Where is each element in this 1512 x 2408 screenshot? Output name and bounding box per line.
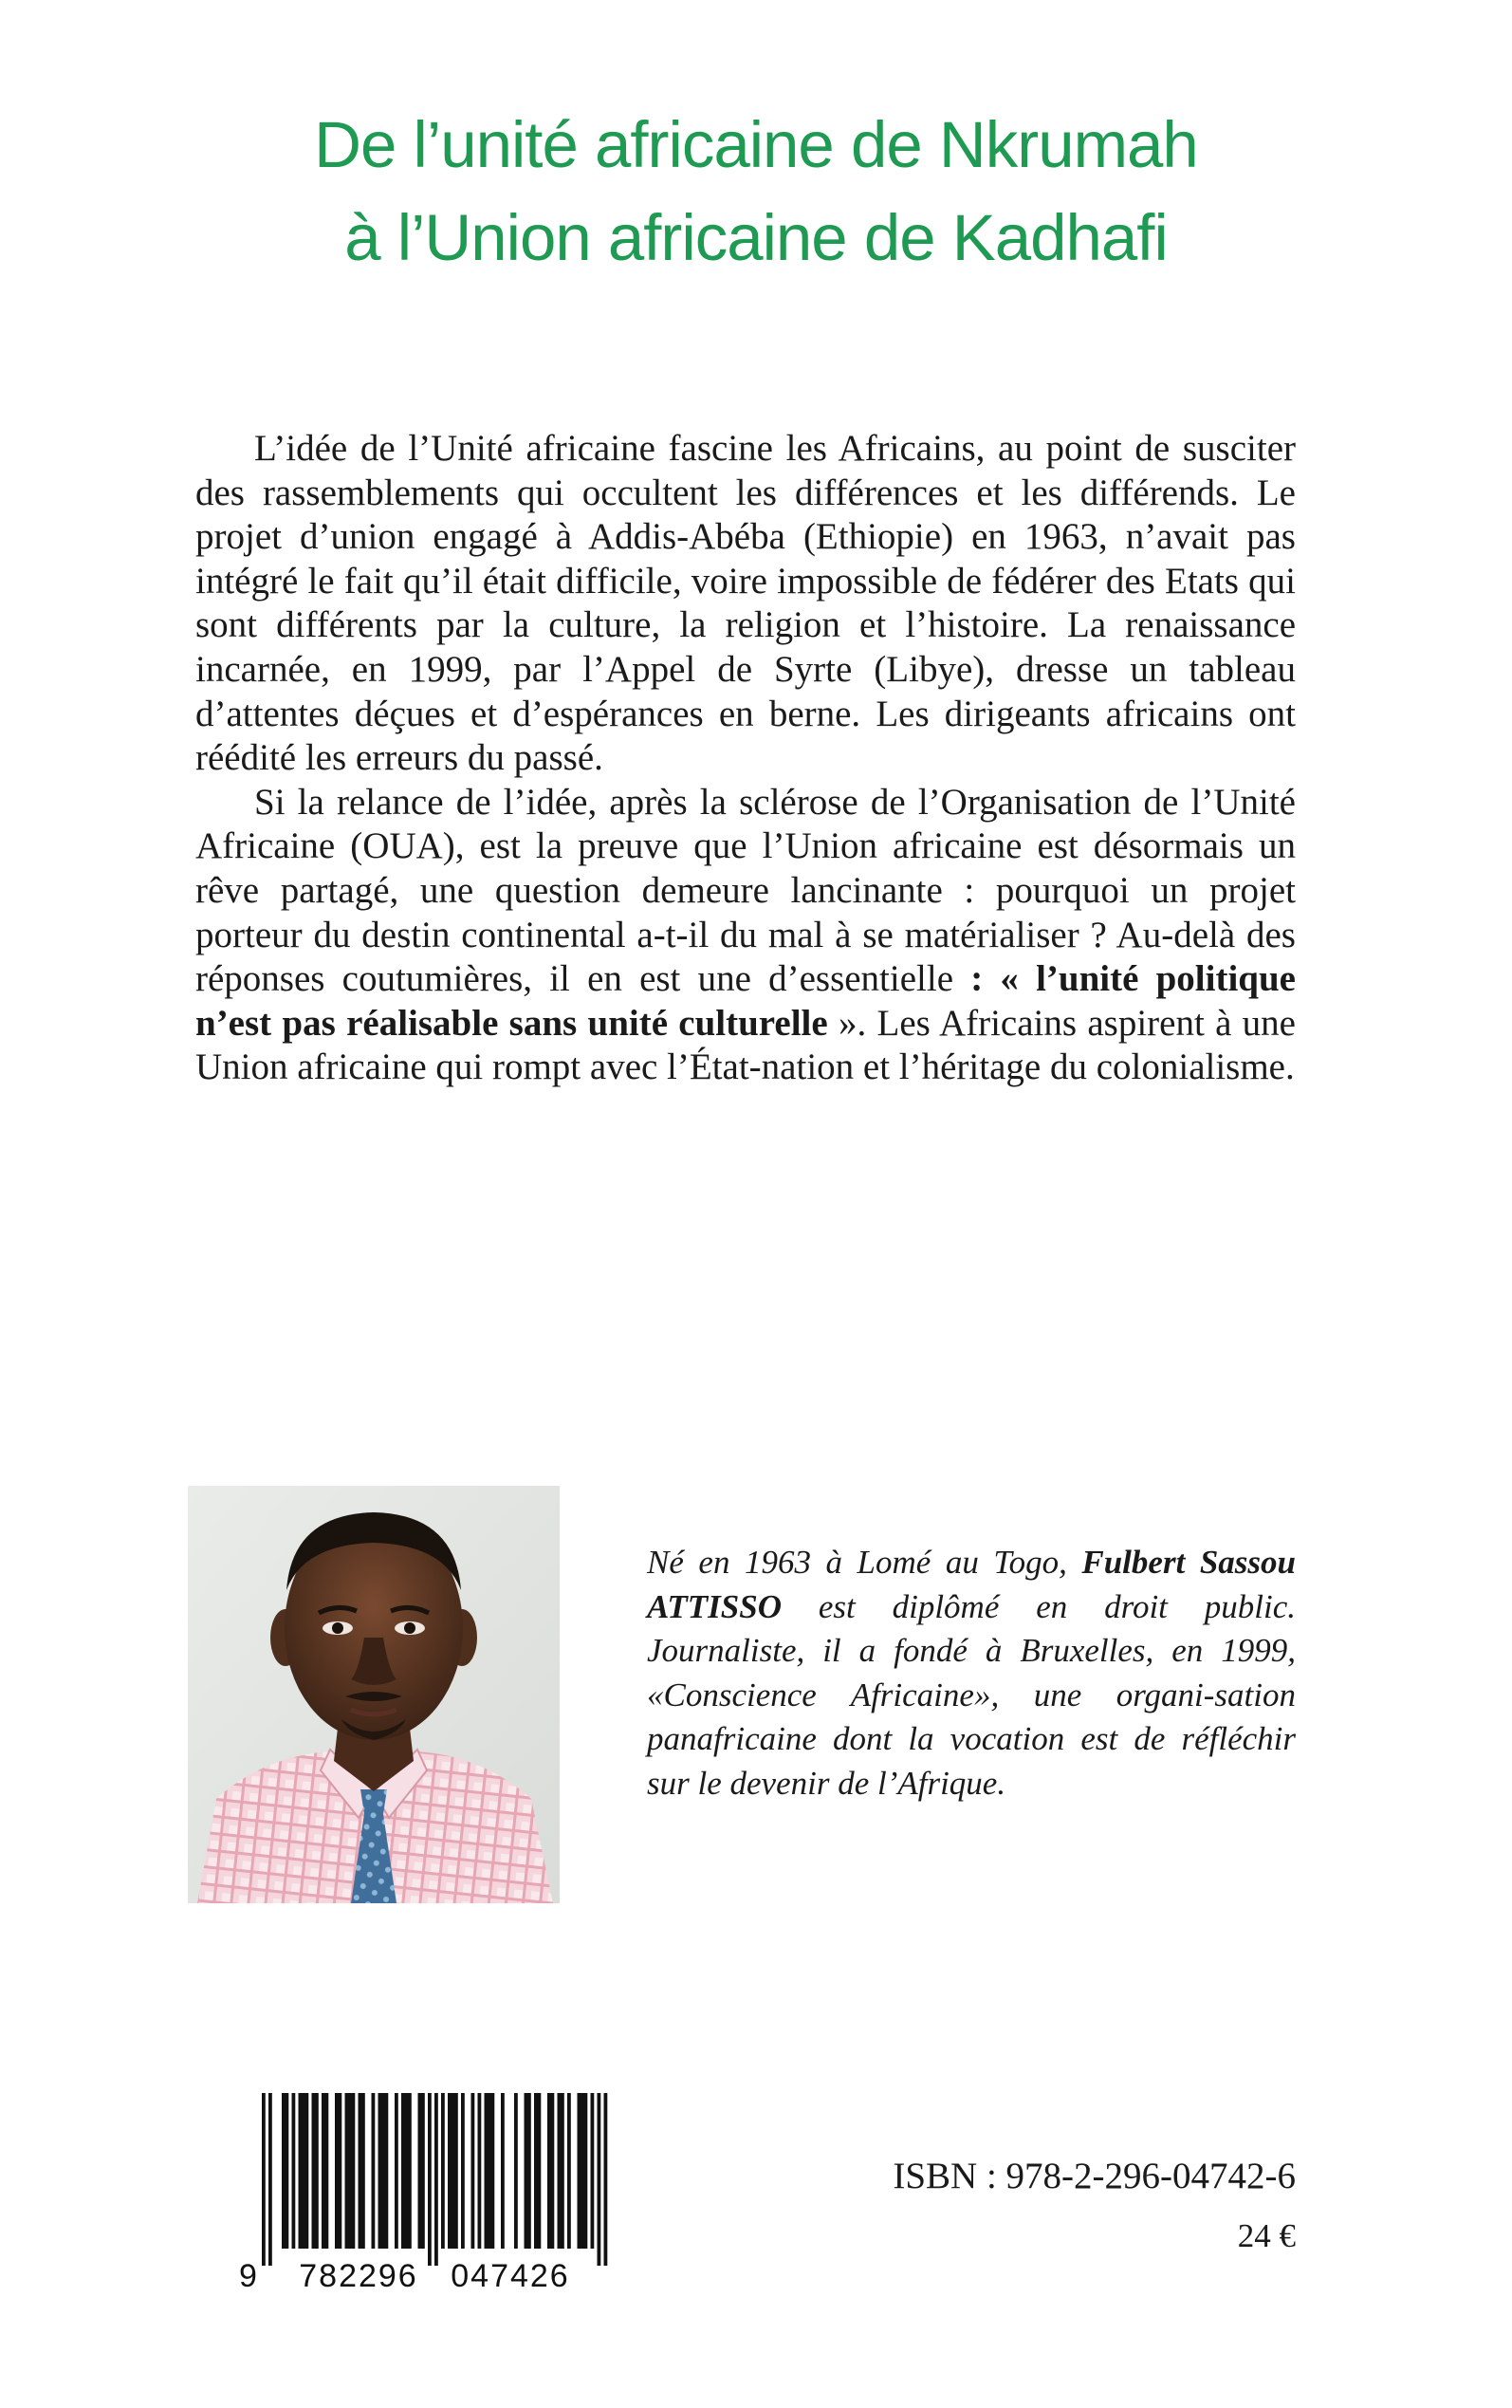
barcode-bar: [567, 2093, 571, 2249]
isbn-number: ISBN : 978-2-296-04742-6: [893, 2156, 1296, 2196]
barcode-bar: [441, 2093, 445, 2249]
barcode-bar: [299, 2093, 303, 2249]
barcode-bar: [452, 2093, 455, 2249]
barcode-bar: [302, 2093, 305, 2249]
barcode-bar: [454, 2093, 458, 2249]
barcode-digit-lead: 9: [239, 2258, 257, 2292]
barcode-bar: [591, 2093, 595, 2249]
barcode-bar: [578, 2093, 581, 2249]
author-bio-rest: est diplômé en droit public. Journaliste, il a fondé à Bruxelles, en 1999, «Conscience Africaine», une organi-sation panafricaine dont la vocation est de réfléchir sur le devenir de l’Afrique.: [647, 1587, 1296, 1802]
barcode-bar: [584, 2093, 588, 2249]
barcode-bar: [378, 2093, 382, 2249]
barcode-bar: [348, 2093, 352, 2249]
summary-paragraph-2-text: Si la relance de l’idée, après la sclérose de l’Organisation de l’Unité Africaine (OUA), est la preuve que l’Union africaine est désormais un rêve partagé, une question demeure lancinante : pourquoi un projet porteur du destin continental a-t-il du mal à se matérialiser ? Au-delà des réponses coutumières, il en est une d’essentielle: [195, 781, 1296, 1000]
barcode-bar: [268, 2093, 272, 2266]
summary-paragraph-1: L’idée de l’Unité africaine fascine les Africains, au point de susciter des rassemblements qui occultent les différences et les différends. Le projet d’union engagé à Addis-Abéba (Ethiopie) en 1963, n’avait pas intégré le fait qu’il était difficile, voire impossible de fédérer des Etats qui sont différents par la culture, la religion et l’histoire. La renaissance incarnée, en 1999, par l’Appel de Syrte (Libye), dresse un tableau d’attentes déçues et d’espérances en berne. Les dirigeants africains ont réédité les erreurs du passé.: [195, 428, 1296, 779]
author-bio: [647, 1541, 1296, 1806]
author-bio-intro: Né en 1963 à Lomé au Togo,: [647, 1544, 1082, 1581]
barcode-bar: [485, 2093, 489, 2249]
barcode-bar: [315, 2093, 319, 2249]
barcode-bar: [501, 2093, 505, 2249]
barcode-bars: [262, 2093, 607, 2266]
barcode-bar: [538, 2093, 542, 2249]
barcode-bar: [292, 2093, 296, 2249]
barcode-bar: [551, 2093, 555, 2249]
barcode-bar: [395, 2093, 398, 2249]
barcode-bar: [408, 2093, 412, 2249]
barcode-bar: [418, 2093, 422, 2249]
barcode-bar: [372, 2093, 376, 2249]
barcode-bar: [547, 2093, 551, 2249]
book-title: [0, 99, 1512, 285]
author-name: Fulbert Sassou ATTISSO: [647, 1544, 1296, 1625]
barcode-bar: [361, 2093, 365, 2249]
barcode-bar: [385, 2093, 389, 2249]
summary-quote-bold: : « l’unité politique n’est pas réalisable sans unité culturelle: [195, 958, 1296, 1044]
barcode-bar: [461, 2093, 465, 2249]
author-photo: [188, 1486, 560, 1903]
book-title-line-1: De l’unité africaine de Nkrumah: [314, 108, 1198, 181]
barcode-bar: [352, 2093, 356, 2249]
barcode-bar: [262, 2093, 266, 2266]
barcode-bar: [325, 2093, 329, 2249]
barcode-bar: [478, 2093, 482, 2249]
barcode-bar: [428, 2093, 432, 2266]
barcode-bar: [561, 2093, 564, 2249]
barcode-bar: [581, 2093, 584, 2249]
summary-paragraph-2-end: ». Les Africains aspirent à une Union africaine qui rompt avec l’État-nation et l’héritage du colonialisme.: [195, 1002, 1296, 1088]
barcode-bar: [488, 2093, 491, 2249]
barcode-bar: [527, 2093, 531, 2249]
isbn-barcode: [235, 2093, 615, 2292]
summary-paragraph-2: [195, 781, 1296, 1090]
barcode-bar: [525, 2093, 528, 2249]
barcode-bar: [448, 2093, 452, 2249]
barcode-bar: [305, 2093, 309, 2249]
barcode-bar: [491, 2093, 495, 2249]
book-title-line-2: à l’Union africaine de Kadhafi: [344, 201, 1168, 274]
barcode-bar: [405, 2093, 409, 2249]
barcode-bar: [514, 2093, 518, 2249]
barcode-digit-group-1: 782296: [299, 2258, 418, 2292]
barcode-bar: [359, 2093, 362, 2249]
barcode-bar: [286, 2093, 289, 2249]
barcode-bar: [345, 2093, 349, 2249]
barcode-bar: [534, 2093, 538, 2249]
barcode-bar: [381, 2093, 385, 2249]
barcode-digit-group-2: 047426: [451, 2258, 570, 2292]
book-price: 24 €: [1237, 2217, 1296, 2254]
barcode-bar: [322, 2093, 325, 2249]
barcode-bar: [558, 2093, 562, 2249]
book-summary: [195, 427, 1296, 1090]
author-portrait-icon: [188, 1486, 560, 1903]
barcode-bar: [604, 2093, 608, 2266]
barcode-bar: [339, 2093, 342, 2249]
barcode-bar: [434, 2093, 438, 2266]
barcode-bar: [471, 2093, 475, 2249]
barcode-bar: [335, 2093, 339, 2249]
barcode-bar: [421, 2093, 425, 2249]
barcode-bar: [401, 2093, 405, 2249]
barcode-bar: [282, 2093, 286, 2249]
barcode-bar: [598, 2093, 601, 2266]
barcode-bar: [312, 2093, 316, 2249]
